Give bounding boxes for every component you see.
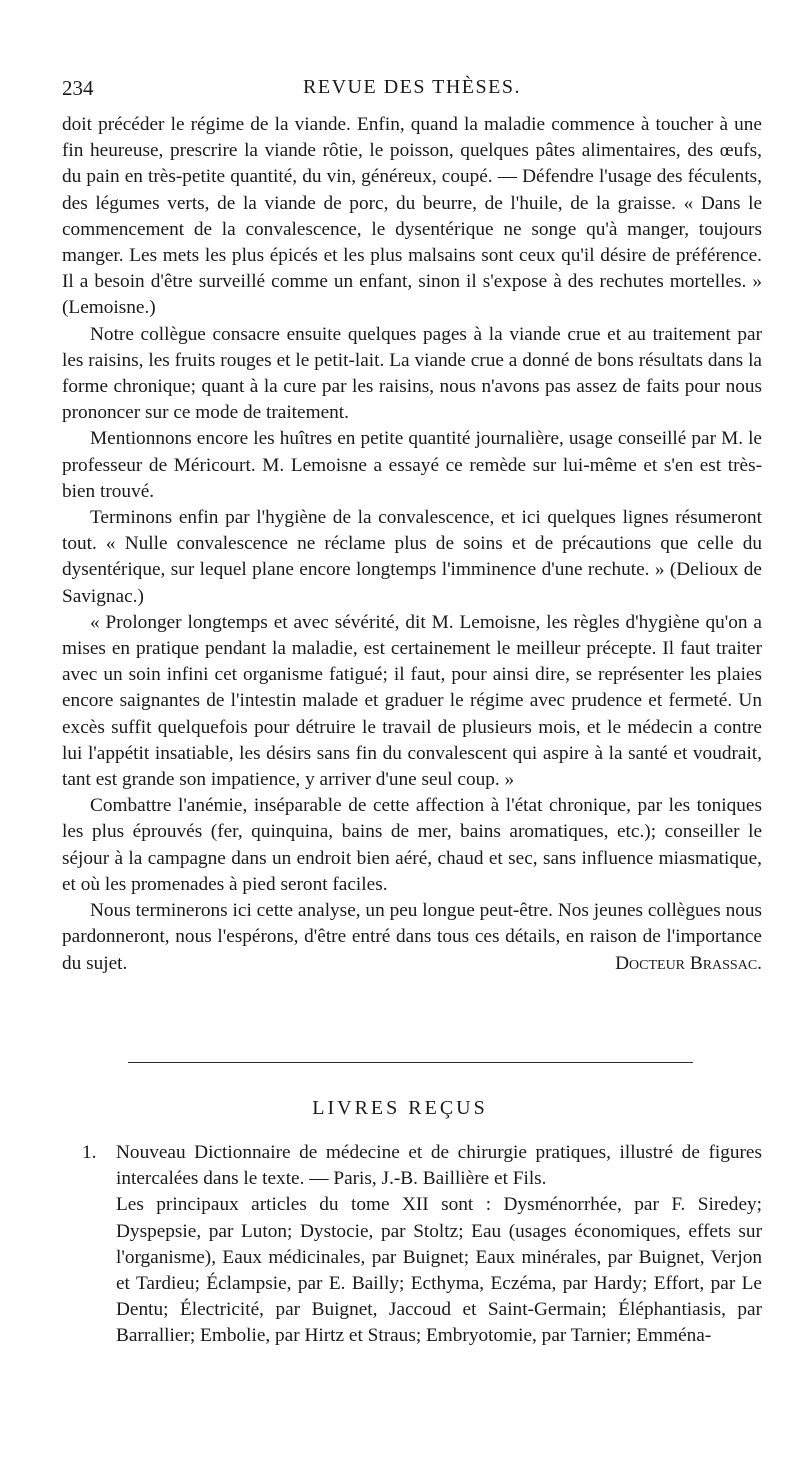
book-number: 1. <box>82 1142 97 1163</box>
author-signature: Docteur Brassac. <box>615 952 762 974</box>
book-title: Nouveau Dictionnaire de médecine et de chirurgie pratiques, illustré de figures intercalées dans le texte. — Paris, J.-B. Baillière et Fils. <box>116 1142 762 1190</box>
paragraph: Nous terminerons ici cette analyse, un peu longue peut-être. Nos jeunes collègues nous pardonneront, nous l'espérons, d'être entré dans tous ces détails, en raison de l'importance du sujet. <box>62 900 762 974</box>
section-divider <box>128 1062 693 1063</box>
running-title: REVUE DES THÈSES. <box>303 76 521 98</box>
page-number: 234 <box>62 76 94 100</box>
paragraph-with-signature <box>62 898 762 977</box>
book-entry <box>82 1140 762 1350</box>
paragraph: Combattre l'anémie, inséparable de cette affection à l'état chronique, par les toniques les plus éprouvés (fer, quinquina, bains de mer, bains aromatiques, etc.); conseiller le séjour à la campagne dans un endroit bien aéré, chaud et sec, sans influence miasmatique, et où les promenades à pied seront faciles. <box>62 795 762 895</box>
paragraph: doit précéder le régime de la viande. Enfin, quand la maladie commence à toucher à une fin heureuse, prescrire la viande rôtie, le poisson, quelques pâtes alimentaires, des œufs, du pain en très-petite quantité, du vin, généreux, coupé. — Défendre l'usage des féculents, des légumes verts, de la viande de porc, du beurre, de l'huile, de la graisse. « Dans le commencement de la convalescence, le dysentérique ne songe qu'à manger, toujours manger. Les mets les plus épicés et les plus malsains sont ceux qu'il désire de préférence. Il a besoin d'être surveillé comme un enfant, sinon il s'expose à des rechutes mortelles. » (Lemoisne.) <box>62 114 762 319</box>
paragraph: Mentionnons encore les huîtres en petite quantité journalière, usage conseillé par M. le professeur de Méricourt. M. Lemoisne a essayé ce remède sur lui-même et s'en est très-bien trouvé. <box>62 428 762 502</box>
article-body <box>62 112 762 977</box>
paragraph: Notre collègue consacre ensuite quelques pages à la viande crue et au traitement par les raisins, les fruits rouges et le petit-lait. La viande crue a donné de bons résultats dans la forme chronique; quant à la cure par les raisins, nous n'avons pas assez de faits pour nous prononcer sur ce mode de traitement. <box>62 323 762 424</box>
paragraph: Terminons enfin par l'hygiène de la convalescence, et ici quelques lignes résumeront tout. « Nulle convalescence ne réclame plus de soins et de précautions que celle du dysentérique, sur lequel plane encore longtemps l'imminence d'une rechute. » (Delioux de Savignac.) <box>62 507 762 607</box>
section-title: LIVRES REÇUS <box>312 1097 488 1119</box>
page-header <box>62 76 762 100</box>
paragraph: « Prolonger longtemps et avec sévérité, dit M. Lemoisne, les règles d'hygiène qu'on a mises en pratique pendant la maladie, est certainement le meilleur précepte. Il faut traiter avec un soin infini cet organisme fatigué; il faut, pour ainsi dire, se représenter les plaies encore saignantes de l'intestin malade et graduer le régime avec prudence et fermeté. Un excès suffit quelquefois pour détruire le travail de plusieurs mois, et le médecin a contre lui l'appétit insatiable, les désirs sans fin du convalescent qui aspire à la santé et voudrait, tant est grande son impatience, y arriver d'une seul coup. » <box>62 611 762 791</box>
book-contents: Les principaux articles du tome XII sont : Dysménorrhée, par F. Siredey; Dyspepsie, par Luton; Dystocie, par Stoltz; Eau (usages économiques, effets sur l'organisme), Eaux médicinales, par Buignet; Eaux minérales, par Buignet, Verjon et Tardieu; Éclampsie, par E. Bailly; Ecthyma, Eczéma, par Hardy; Effort, par Le Dentu; Électricité, par Buignet, Jaccoud et Saint-Germain; Éléphantiasis, par Barrallier; Embolie, par Hirtz et Straus; Embryotomie, par Tarnier; Emména- <box>116 1194 762 1347</box>
